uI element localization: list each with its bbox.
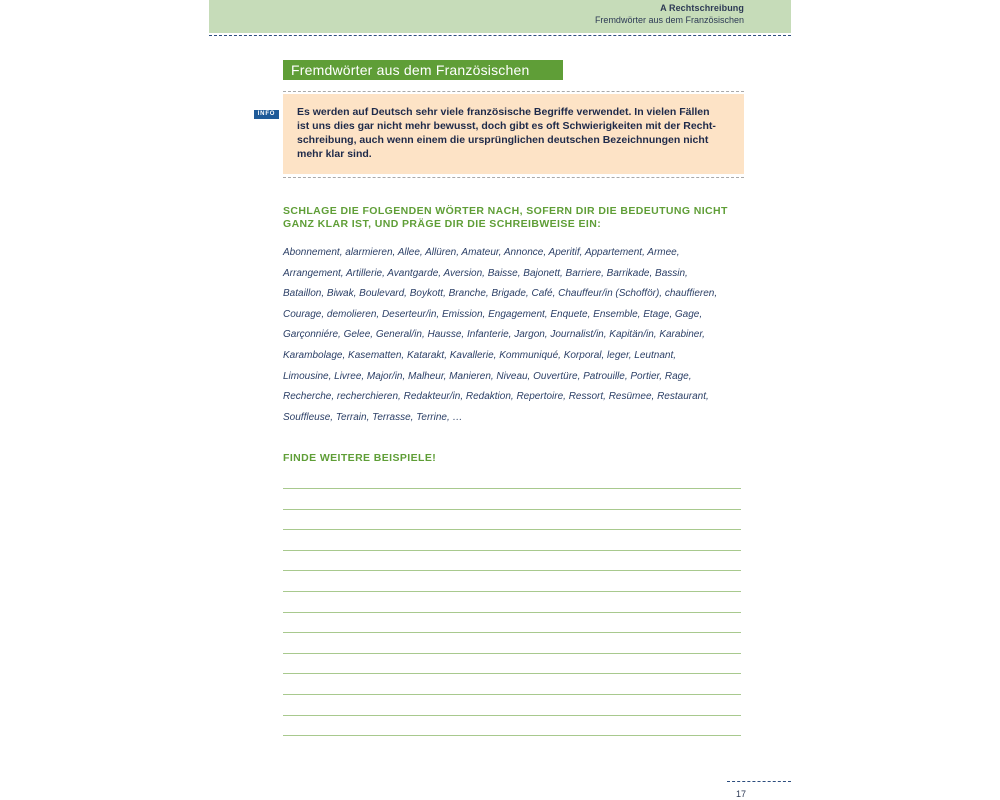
page-number: 17 [736,789,747,799]
word-list-line: Limousine, Livree, Major/in, Malheur, Manieren, Niveau, Ouvertüre, Patrouille, Portier, Rage, [283,370,692,382]
answer-line[interactable] [283,653,741,654]
header-divider [209,35,791,36]
running-header [209,0,791,33]
task-heading-lookup [283,205,753,231]
task-heading-line: GANZ KLAR IST, UND PRÄGE DIR DIE SCHREIBWEISE EIN: [283,218,602,230]
answer-line[interactable] [283,488,741,489]
word-list-line: Abonnement, alarmieren, Allee, Allüren, Amateur, Annonce, Aperitif, Appartement, Armee, [283,247,680,258]
answer-line[interactable] [283,715,741,716]
word-list-line: Bataillon, Biwak, Boulevard, Boykott, Branche, Brigade, Café, Chauffeur/in (Schofför), chauffieren, [283,288,718,300]
answer-line[interactable] [283,550,741,551]
footer-divider [727,781,791,782]
answer-line[interactable] [283,612,741,613]
task-heading-more-examples: FINDE WEITERE BEISPIELE! [283,452,437,464]
task-heading-line: SCHLAGE DIE FOLGENDEN WÖRTER NACH, SOFERN DIR DIE BEDEUTUNG NICHT [283,205,728,217]
info-box [283,94,744,174]
word-list-line: Courage, demolieren, Deserteur/in, Emission, Engagement, Enquete, Ensemble, Etage, Gage, [283,308,703,320]
page-title: Fremdwörter aus dem Französischen [283,60,563,80]
answer-line[interactable] [283,632,741,633]
info-divider-bottom [283,177,744,178]
answer-line[interactable] [283,509,741,510]
answer-line[interactable] [283,570,741,571]
info-text-line: mehr klar sind. [297,148,372,160]
word-list-line: Arrangement, Artillerie, Avantgarde, Aversion, Baisse, Bajonett, Barriere, Barrikade, Bassin, [283,267,688,279]
info-badge: INFO [254,110,279,119]
header-subtitle: Fremdwörter aus dem Französischen [594,15,744,25]
info-divider-top [283,91,744,92]
word-list-line: Karambolage, Kasematten, Katarakt, Kavallerie, Kommuniqué, Korporal, leger, Leutnant, [283,349,677,361]
answer-line[interactable] [283,673,741,674]
answer-line[interactable] [283,591,741,592]
word-list-line: Souffleuse, Terrain, Terrasse, Terrine, … [283,411,463,423]
word-list-line: Recherche, recherchieren, Redakteur/in, Redaktion, Repertoire, Ressort, Resümee, Restaurant, [283,391,709,403]
info-text [297,105,722,161]
word-list-line: Garçonniére, Gelee, General/in, Hausse, Infanterie, Jargon, Journalist/in, Kapitän/in, Karabiner, [283,329,705,341]
answer-line[interactable] [283,735,741,736]
word-list [283,243,753,428]
info-text-line: schreibung, auch wenn einem die ursprünglichen deutschen Bezeichnungen nicht [297,134,709,146]
answer-line[interactable] [283,529,741,530]
header-chapter: A Rechtschreibung [660,3,744,13]
info-text-line: Es werden auf Deutsch sehr viele französische Begriffe verwendet. In vielen Fällen [297,106,710,118]
info-text-line: ist uns dies gar nicht mehr bewusst, doch gibt es oft Schwierigkeiten mit der Recht- [297,120,716,132]
answer-line[interactable] [283,694,741,695]
